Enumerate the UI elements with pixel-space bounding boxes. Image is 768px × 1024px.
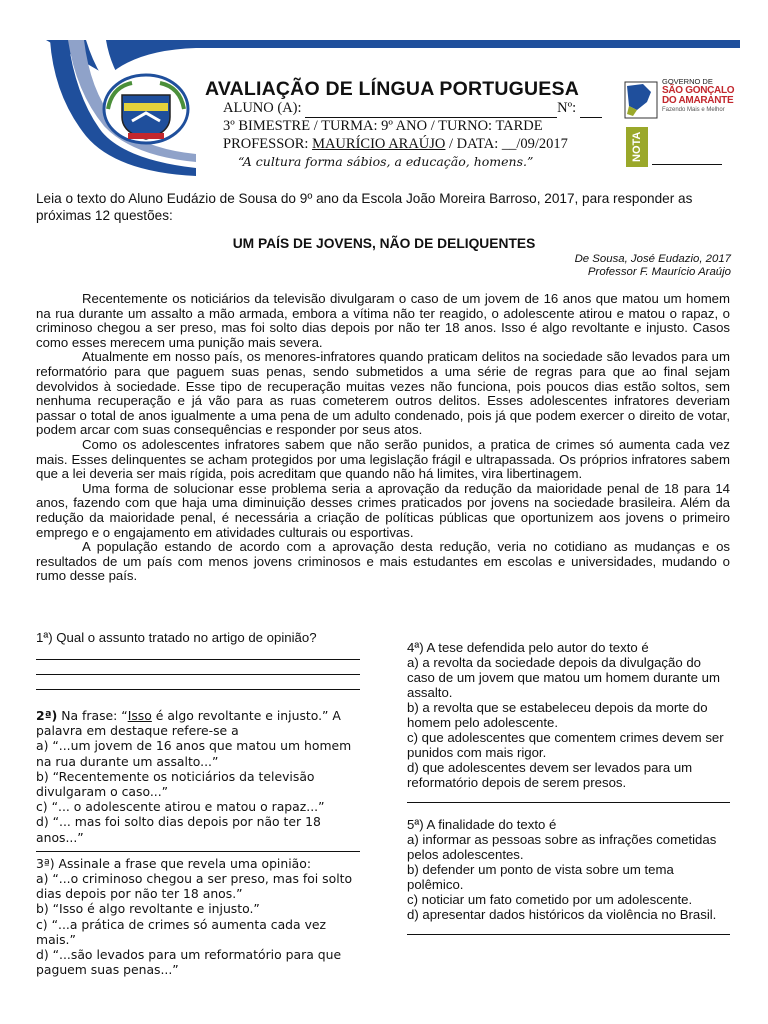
question-stem [407, 817, 730, 832]
option-b[interactable]: b) defender um ponto de vista sobre um tema polêmico. [407, 862, 674, 892]
divider [407, 802, 730, 803]
option-a[interactable]: a) “...um jovem de 16 anos que matou um homem na rua durante um assalto...” [36, 738, 352, 769]
term-line: 3º BIMESTRE / TURMA: 9º ANO / TURNO: TARDE [223, 118, 543, 134]
nota-label: NOTA [626, 127, 648, 167]
question-3 [36, 856, 360, 978]
gov-top-label: GOVERNO DE [662, 77, 713, 86]
question-text: A finalidade do texto é [423, 817, 557, 832]
option-d[interactable]: d) que adolescentes devem ser levados para um reformatório depois de serem presos. [407, 760, 693, 790]
date-field: / DATA: __/09/2017 [449, 136, 568, 152]
author-line-1: De Sousa, José Eudazio, 2017 [574, 253, 731, 265]
student-name-blank[interactable] [305, 100, 557, 118]
question-number: 1ª) [36, 630, 53, 645]
divider [36, 851, 360, 852]
paragraph: A população estando de acordo com a aprovação desta redução, veria no cotidiano as mudanças e os resultados de um país com menos jovens criminosos e mais estudantes em escolas e universidades, mudando o rumo desse país. [36, 539, 730, 584]
number-blank[interactable] [580, 100, 602, 118]
questions-right-column [407, 640, 730, 935]
student-label: ALUNO (A): [223, 100, 302, 116]
question-1 [36, 630, 360, 690]
highlighted-word: Isso [127, 708, 152, 723]
question-text: Qual o assunto tratado no artigo de opinião? [52, 630, 317, 645]
article-author [575, 253, 731, 279]
question-stem [36, 856, 360, 871]
question-4 [407, 640, 730, 790]
option-b[interactable]: b) “Recentemente os noticiários da televisão divulgaram o caso...” [36, 768, 315, 800]
option-d[interactable]: d) “...são levados para um reformatório para que paguem suas penas...” [36, 947, 342, 978]
option-d[interactable]: d) “... mas foi solto dias depois por não ter 18 anos...” [36, 814, 321, 845]
option-d[interactable]: d) apresentar dados históricos da violência no Brasil. [407, 907, 717, 922]
state-map-icon [623, 80, 659, 120]
student-line [223, 100, 603, 118]
question-text: Assinale a frase que revela uma opinião: [54, 855, 312, 871]
article-title: UM PAÍS DE JOVENS, NÃO DE DELIQUENTES [232, 236, 536, 251]
option-c[interactable]: c) “...a prática de crimes só aumenta cada vez mais.” [36, 916, 327, 947]
gov-city-line1: SÃO GONÇALO [662, 85, 735, 96]
option-c[interactable]: c) que adolescentes que comentem crimes devem ser punidos com mais rigor. [407, 730, 724, 760]
question-number: 4ª) [407, 640, 424, 655]
option-b[interactable]: b) “Isso é algo revoltante e injusto.” [36, 901, 260, 917]
divider [407, 934, 730, 935]
author-line-2: Professor F. Maurício Araújo [587, 266, 731, 278]
government-logo-text [662, 78, 734, 114]
school-seal-emblem [102, 73, 190, 145]
question-text-post: é algo revoltante e injusto.” A palavra em destaque refere-se a [36, 708, 341, 739]
question-number: 3ª) [36, 855, 55, 871]
page-title: AVALIAÇÃO DE LÍNGUA PORTUGUESA [205, 78, 579, 100]
instructions: Leia o texto do Aluno Eudázio de Sousa do 9º ano da Escola João Moreira Barroso, 2017, para responder as próximas 12 questões: [36, 191, 693, 223]
answer-line[interactable] [36, 660, 360, 675]
option-a[interactable]: a) a revolta da sociedade depois da divulgação do caso de um jovem que matou um homem durante um assalto. [407, 655, 720, 700]
professor-name: MAURÍCIO ARAÚJO [312, 136, 446, 152]
questions-left-column [36, 630, 360, 977]
gov-city-line2: DO AMARANTE [662, 95, 734, 106]
question-stem [36, 708, 360, 738]
answer-line[interactable] [36, 645, 360, 660]
option-b[interactable]: b) a revolta que se estabeleceu depois da morte do homem pelo adolescente. [407, 700, 708, 730]
option-c[interactable]: c) “... o adolescente atirou e matou o rapaz...” [36, 799, 325, 815]
professor-line [223, 136, 603, 153]
question-stem [407, 640, 730, 655]
question-5 [407, 817, 730, 922]
question-2 [36, 708, 360, 845]
paragraph: Atualmente em nosso país, os menores-infratores quando praticam delitos na sociedade são levados para um reformatório para que paguem suas penas, sendo submetidos a uma série de regras para que ao final sejam devolvidos à sociedade. Esse tipo de recuperação muitas vezes não funciona, pois poucos dias estão soltos, sem nenhuma recuperação e já vão para as ruas cometerem outros delitos. Esses adolescentes infratores deveriam passar o total de anos igualmente a uma pena de um adulto condenado, pois já que podem exercer o direito de votar, podem arcar com suas consequências e responder por seus atos. [36, 349, 730, 438]
question-text: A tese defendida pelo autor do texto é [423, 640, 649, 655]
question-text-pre: Na frase: “ [57, 708, 128, 723]
professor-label: PROFESSOR: [223, 136, 309, 152]
paragraph: Como os adolescentes infratores sabem que não serão punidos, a pratica de crimes só aumenta cada vez mais. Esses delinquentes se acham protegidos por uma legislação frágil e ultrapassada. Os próprios infratores sabem que a lei deveria ser mais rígida, pois acreditam que quando não há limites, vira libertinagem. [36, 436, 730, 482]
nota-blank[interactable] [652, 164, 722, 165]
answer-line[interactable] [36, 675, 360, 690]
question-number: 5ª) [407, 817, 424, 832]
option-a[interactable]: a) “...o criminoso chegou a ser preso, mas foi solto dias depois por não ter 18 anos.” [36, 871, 353, 902]
option-a[interactable]: a) informar as pessoas sobre as infrações cometidas pelos adolescentes. [407, 832, 717, 862]
gov-slogan: Fazendo Mais e Melhor [662, 107, 725, 113]
school-motto: “A cultura forma sábios, a educação, homens.” [238, 154, 534, 169]
paragraph: Recentemente os noticiários da televisão divulgaram o caso de um jovem de 16 anos que matou um homem na rua durante um assalto a mão armada, embora a vítima não ter reagido, o adolescente atirou e matou o rapaz, o criminoso chegou a ser preso, mas foi solto dias depois por não ter 18 anos. Isso é algo revoltante e injusto. Casos como esses merecem uma punição mais severa. [36, 291, 730, 350]
number-label: Nº: [557, 100, 577, 116]
article-body [36, 292, 730, 584]
option-c[interactable]: c) noticiar um fato cometido por um adolescente. [407, 892, 693, 907]
question-number: 2ª) [36, 708, 58, 723]
paragraph: Uma forma de solucionar esse problema seria a aprovação da redução da maioridade penal de 18 para 14 anos, fazendo com que haja uma diminuição desses crimes praticados por jovens na sociedade brasileira. Além da redução da maioridade penal, é necessária a criação de políticas públicas que oportunizem aos jovens o primeiro emprego e o engajamento em atividades culturais ou esportivas. [36, 480, 730, 540]
